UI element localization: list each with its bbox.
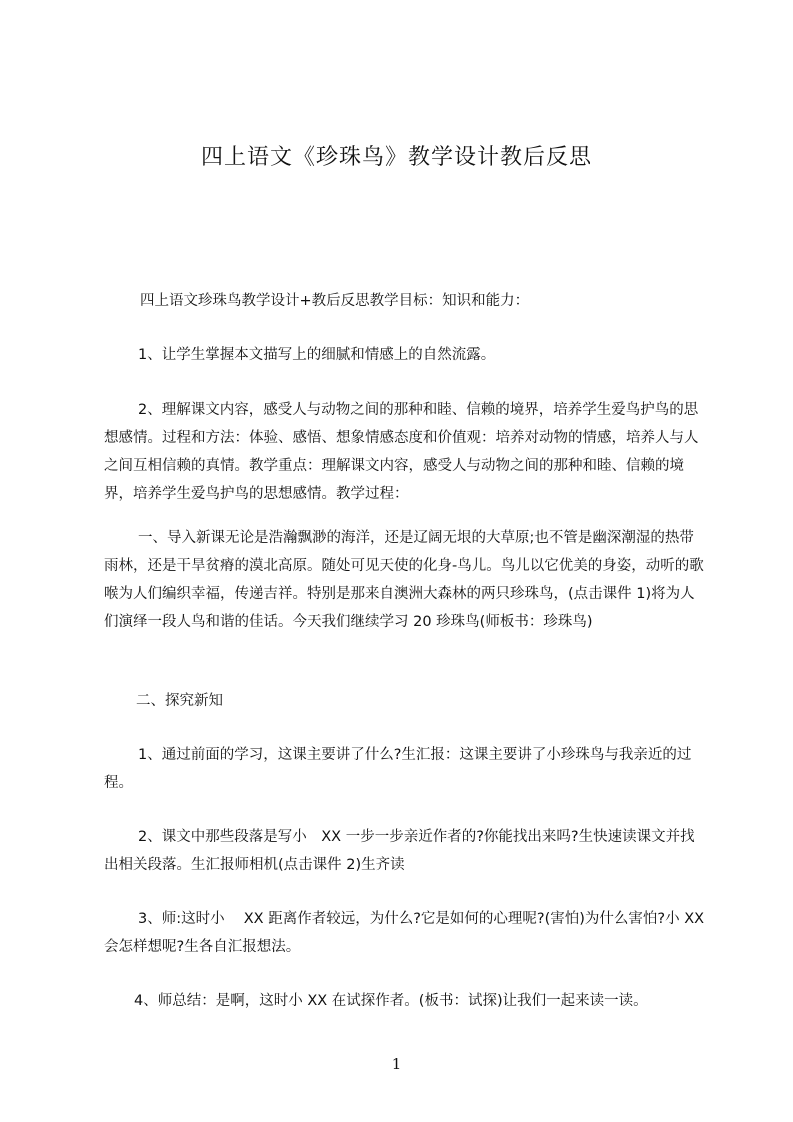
page-number: 1	[391, 1055, 402, 1073]
paragraph-section-1: 一、导入新课无论是浩瀚飘渺的海洋，还是辽阔无垠的大草原;也不管是幽深潮湿的热带雨林，还是干旱贫瘠的漠北高原。随处可见天使的化身-鸟儿。鸟儿以它优美的身姿，动听的歌喉为人们编织幸福，传递吉祥。特别是那来自澳洲大森林的两只珍珠鸟，(点击课件 1)将为人们演绎一段人鸟和谐的佳话。今天我们继续学习 20 珍珠鸟(师板书：珍珠鸟)	[104, 530, 704, 630]
paragraph-step-4: 4、师总结：是啊，这时小 XX 在试探作者。(板书：试探)让我们一起来读一读。	[134, 993, 648, 1009]
paragraph-step-2: 2、课文中那些段落是写小 XX 一步一步亲近作者的?你能找出来吗?生快速读课文并找出相关段落。生汇报师相机(点击课件 2)生齐读	[104, 829, 695, 873]
paragraph-step-3: 3、师:这时小 XX 距离作者较远，为什么?它是如何的心理呢?(害怕)为什么害怕?小 XX 会怎样想呢?生各自汇报想法。	[104, 911, 705, 955]
document-title: 四上语文《珍珠鸟》教学设计教后反思	[200, 145, 592, 170]
paragraph-step-1: 1、通过前面的学习，这课主要讲了什么?生汇报：这课主要讲了小珍珠鸟与我亲近的过程。	[104, 747, 692, 791]
paragraph-section-2-heading: 二、探究新知	[136, 693, 223, 709]
paragraph-intro: 四上语文珍珠鸟教学设计+教后反思教学目标：知识和能力：	[140, 293, 530, 309]
paragraph-goal-2: 2、理解课文内容，感受人与动物之间的那种和睦、信赖的境界，培养学生爱鸟护鸟的思想感情。过程和方法：体验、感悟、想象情感态度和价值观：培养对动物的情感，培养人与人之间互相信赖的真情。教学重点：理解课文内容，感受人与动物之间的那种和睦、信赖的境界，培养学生爱鸟护鸟的思想感情。教学过程：	[104, 402, 699, 502]
paragraph-goal-1: 1、让学生掌握本文描写上的细腻和情感上的自然流露。	[138, 347, 496, 363]
